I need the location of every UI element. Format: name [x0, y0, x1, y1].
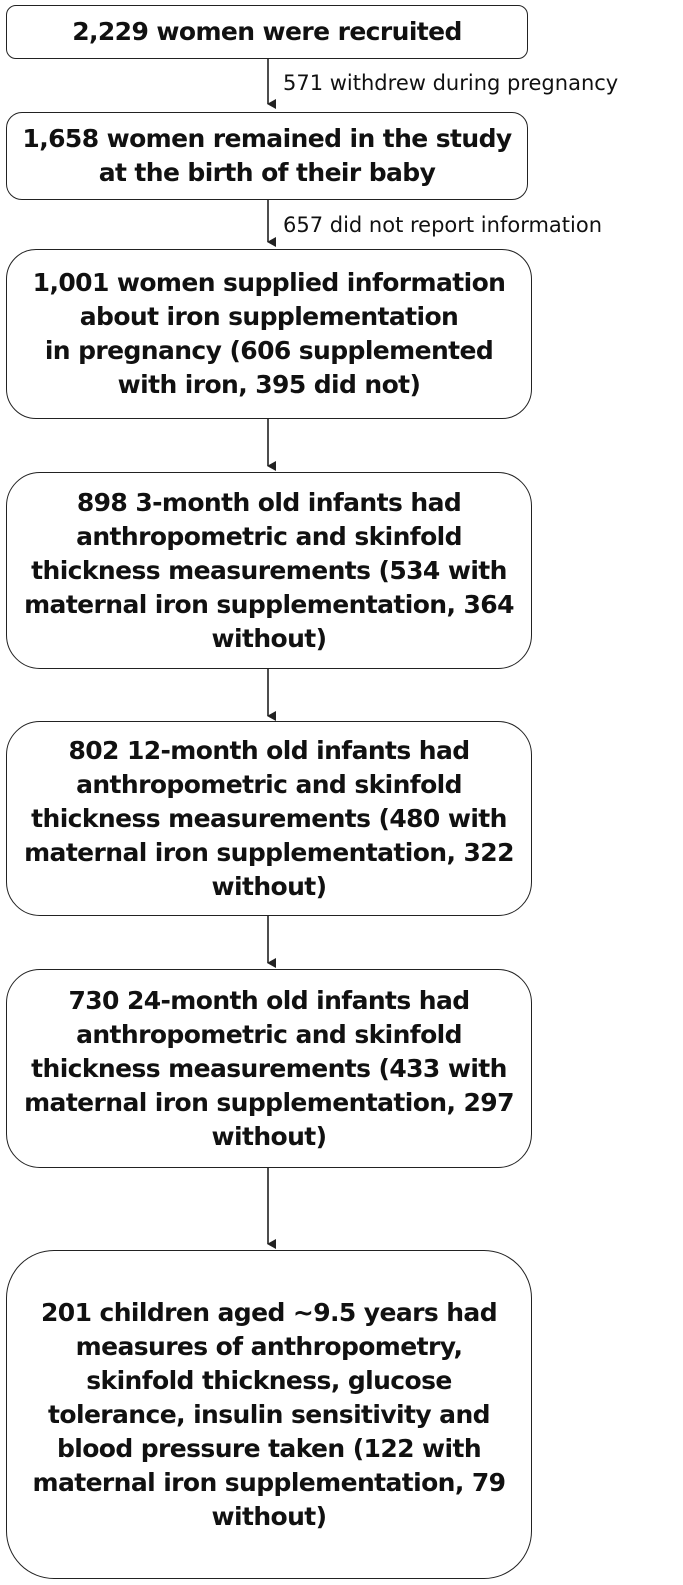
box-line: 1,658 women remained in the study [22, 124, 512, 153]
exclusion-note-no-report: 657 did not report information [283, 213, 603, 237]
box-line: with iron, 395 did not) [117, 370, 421, 399]
box-line: maternal iron supplementation, 79 [32, 1467, 506, 1497]
box-line: maternal iron supplementation, 364 [24, 589, 514, 619]
box-line: 2,229 women were recruited [72, 17, 462, 46]
flow-box-twelve-month [6, 721, 532, 916]
box-line: at the birth of their baby [98, 158, 436, 187]
box-line: thickness measurements (433 with [31, 1053, 507, 1083]
box-line: 201 children aged ~9.5 years had [41, 1297, 497, 1327]
box-line: without) [211, 1121, 327, 1151]
flow-box-recruited [6, 5, 528, 59]
box-line: blood pressure taken (122 with [56, 1433, 482, 1463]
box-line: skinfold thickness, glucose [86, 1365, 452, 1395]
box-line: about iron supplementation [79, 302, 459, 331]
box-line: thickness measurements (480 with [31, 803, 507, 833]
box-line: 802 12-month old infants had [68, 735, 470, 765]
flow-box-remained [6, 112, 528, 200]
box-line: anthropometric and skinfold [76, 521, 462, 551]
exclusion-note-withdrew: 571 withdrew during pregnancy [283, 71, 619, 95]
box-line: without) [211, 871, 327, 901]
box-line: thickness measurements (534 with [31, 555, 507, 585]
box-line: tolerance, insulin sensitivity and [48, 1399, 490, 1429]
box-line: anthropometric and skinfold [76, 769, 462, 799]
flow-box-three-month [6, 472, 532, 669]
box-line: maternal iron supplementation, 297 [24, 1087, 514, 1117]
box-line: maternal iron supplementation, 322 [24, 837, 514, 867]
box-line: in pregnancy (606 supplemented [44, 336, 494, 365]
box-line: 730 24-month old infants had [68, 985, 470, 1015]
box-line: without) [211, 623, 327, 653]
box-line: without) [211, 1501, 327, 1531]
box-line: measures of anthropometry, [75, 1331, 463, 1361]
box-line: anthropometric and skinfold [76, 1019, 462, 1049]
flow-box-nine-year [6, 1250, 532, 1579]
box-line: 1,001 women supplied information [32, 268, 506, 297]
box-line: 898 3-month old infants had [76, 487, 462, 517]
flow-box-supplied [6, 249, 532, 419]
flow-box-twentyfour-month [6, 969, 532, 1168]
